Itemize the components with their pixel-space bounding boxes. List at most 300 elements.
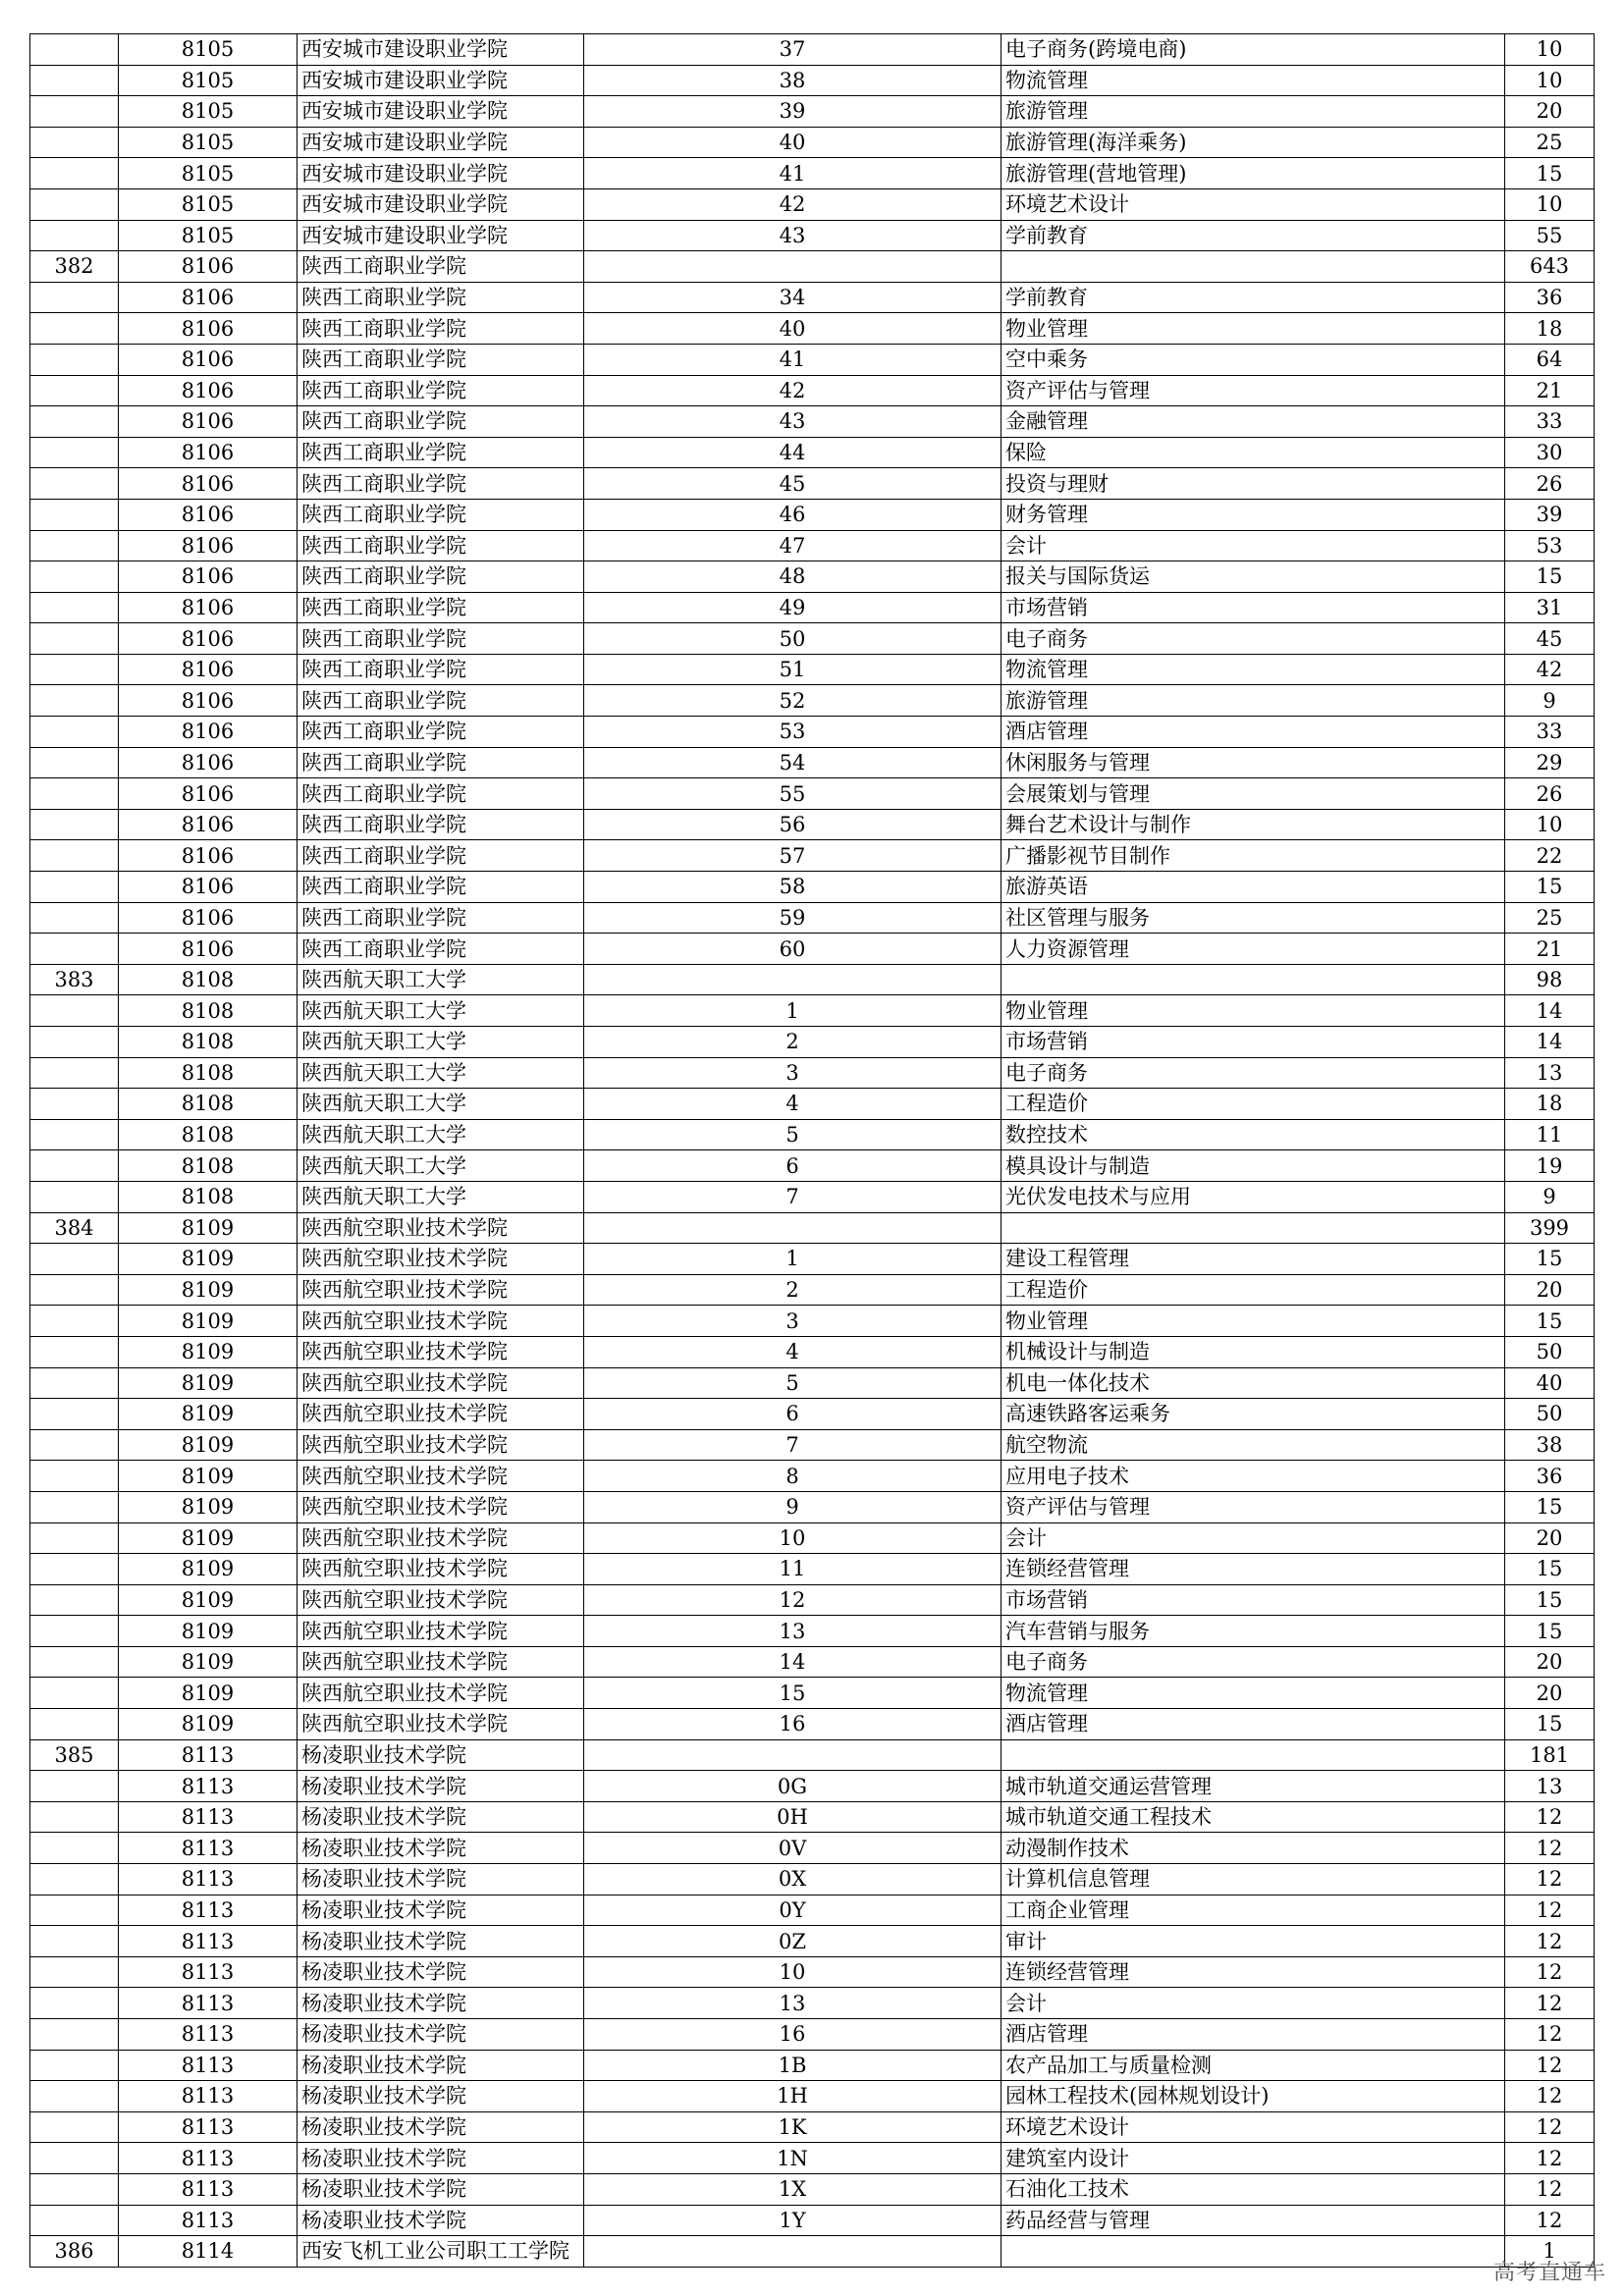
school-code-cell: 8108 [119,964,298,995]
school-name-cell: 西安城市建设职业学院 [298,158,584,189]
major-code-cell: 0Z [584,1926,1001,1957]
school-name-cell: 陕西工商职业学院 [298,561,584,593]
table-row [30,1678,1595,1709]
major-name-cell: 航空物流 [1001,1429,1505,1461]
row-seq-cell [30,1554,119,1585]
major-code-cell: 9 [584,1491,1001,1522]
school-code-cell: 8106 [119,530,298,561]
major-name-cell: 社区管理与服务 [1001,902,1505,934]
school-code-cell: 8109 [119,1709,298,1740]
major-code-cell: 2 [584,1274,1001,1306]
table-row [30,313,1595,345]
major-name-cell: 旅游管理(海洋乘务) [1001,127,1505,158]
major-name-cell: 保险 [1001,437,1505,468]
major-code-cell: 40 [584,127,1001,158]
major-name-cell: 市场营销 [1001,1584,1505,1616]
plan-count-cell: 14 [1505,1027,1595,1058]
major-code-cell: 0X [584,1864,1001,1896]
row-seq-cell [30,2173,119,2205]
school-code-cell: 8106 [119,840,298,872]
school-name-cell: 陕西工商职业学院 [298,840,584,872]
major-name-cell: 报关与国际货运 [1001,561,1505,593]
school-name-cell: 陕西工商职业学院 [298,809,584,840]
school-code-cell: 8106 [119,902,298,934]
plan-count-cell: 12 [1505,1864,1595,1896]
row-seq-cell [30,1336,119,1367]
major-name-cell: 金融管理 [1001,406,1505,438]
major-name-cell: 建筑室内设计 [1001,2143,1505,2174]
major-code-cell: 58 [584,872,1001,903]
school-name-cell: 陕西航天职工大学 [298,1089,584,1120]
school-name-cell: 陕西航空职业技术学院 [298,1678,584,1709]
plan-count-cell: 36 [1505,282,1595,313]
table-row [30,1150,1595,1182]
major-name-cell: 计算机信息管理 [1001,1864,1505,1896]
major-code-cell: 60 [584,934,1001,965]
row-seq-cell [30,1244,119,1275]
plan-count-cell: 22 [1505,840,1595,872]
row-seq-cell [30,65,119,96]
major-name-cell [1001,1739,1505,1771]
major-name-cell: 旅游管理 [1001,96,1505,128]
major-code-cell: 5 [584,1119,1001,1150]
table-row [30,809,1595,840]
school-name-cell: 杨凌职业技术学院 [298,1988,584,2019]
school-code-cell: 8106 [119,406,298,438]
school-code-cell: 8109 [119,1212,298,1244]
school-name-cell: 陕西航空职业技术学院 [298,1554,584,1585]
major-code-cell: 0V [584,1833,1001,1864]
table-row [30,375,1595,406]
row-seq-cell [30,2111,119,2143]
school-name-cell: 陕西航天职工大学 [298,1027,584,1058]
school-name-cell: 陕西工商职业学院 [298,313,584,345]
table-row [30,1522,1595,1554]
plan-count-cell: 10 [1505,65,1595,96]
plan-count-cell: 38 [1505,1429,1595,1461]
plan-count-cell: 14 [1505,995,1595,1027]
school-name-cell: 杨凌职业技术学院 [298,1833,584,1864]
school-name-cell: 杨凌职业技术学院 [298,2050,584,2081]
school-code-cell: 8109 [119,1646,298,1678]
table-row [30,406,1595,438]
table-row [30,778,1595,810]
major-code-cell: 46 [584,499,1001,530]
row-seq-cell [30,1274,119,1306]
row-seq-cell [30,778,119,810]
row-seq-cell [30,995,119,1027]
table-row [30,1306,1595,1337]
school-name-cell: 陕西航天职工大学 [298,1057,584,1089]
major-code-cell: 39 [584,96,1001,128]
school-name-cell: 杨凌职业技术学院 [298,1801,584,1833]
major-name-cell [1001,2236,1505,2268]
table-row [30,1956,1595,1988]
major-code-cell: 47 [584,530,1001,561]
plan-count-cell: 18 [1505,313,1595,345]
row-seq-cell [30,685,119,717]
school-code-cell: 8108 [119,1181,298,1212]
school-name-cell: 陕西航空职业技术学院 [298,1336,584,1367]
table-row [30,995,1595,1027]
major-name-cell: 汽车营销与服务 [1001,1616,1505,1647]
major-name-cell: 旅游管理(营地管理) [1001,158,1505,189]
table-row [30,1926,1595,1957]
major-name-cell: 建设工程管理 [1001,1244,1505,1275]
table-row [30,1461,1595,1492]
table-row [30,1833,1595,1864]
table-row [30,2081,1595,2112]
school-name-cell: 陕西工商职业学院 [298,872,584,903]
plan-count-cell: 643 [1505,251,1595,283]
row-seq-cell [30,1709,119,1740]
plan-count-cell: 20 [1505,1646,1595,1678]
major-code-cell: 43 [584,406,1001,438]
table-row [30,1616,1595,1647]
plan-count-cell: 12 [1505,1956,1595,1988]
row-seq-cell [30,282,119,313]
enrollment-plan-table [29,33,1595,2268]
plan-count-cell: 12 [1505,2205,1595,2236]
table-row [30,65,1595,96]
major-name-cell: 学前教育 [1001,220,1505,251]
row-seq-cell [30,1522,119,1554]
plan-count-cell: 15 [1505,1709,1595,1740]
table-row [30,1119,1595,1150]
major-code-cell [584,1212,1001,1244]
row-seq-cell [30,188,119,220]
plan-count-cell: 26 [1505,778,1595,810]
major-name-cell: 学前教育 [1001,282,1505,313]
school-code-cell: 8113 [119,1926,298,1957]
table-body [30,34,1595,2268]
major-name-cell: 会展策划与管理 [1001,778,1505,810]
plan-count-cell: 50 [1505,1336,1595,1367]
row-seq-cell [30,840,119,872]
major-name-cell: 连锁经营管理 [1001,1554,1505,1585]
row-seq-cell [30,96,119,128]
plan-count-cell: 13 [1505,1771,1595,1802]
plan-count-cell: 12 [1505,1833,1595,1864]
school-name-cell: 陕西工商职业学院 [298,778,584,810]
school-code-cell: 8114 [119,2236,298,2268]
major-code-cell: 13 [584,1616,1001,1647]
table-row [30,1244,1595,1275]
plan-count-cell: 15 [1505,872,1595,903]
major-code-cell: 53 [584,717,1001,748]
school-name-cell: 陕西工商职业学院 [298,654,584,685]
plan-count-cell: 20 [1505,1678,1595,1709]
plan-count-cell: 12 [1505,1895,1595,1926]
major-code-cell: 0H [584,1801,1001,1833]
major-name-cell: 石油化工技术 [1001,2173,1505,2205]
school-name-cell: 陕西航空职业技术学院 [298,1399,584,1430]
major-code-cell: 1H [584,2081,1001,2112]
major-code-cell [584,251,1001,283]
table-row [30,1739,1595,1771]
school-code-cell: 8105 [119,220,298,251]
school-code-cell: 8109 [119,1306,298,1337]
table-row [30,654,1595,685]
school-code-cell: 8108 [119,995,298,1027]
row-seq-cell [30,561,119,593]
row-seq-cell [30,1429,119,1461]
row-seq-cell [30,530,119,561]
major-code-cell: 3 [584,1057,1001,1089]
table-row [30,2050,1595,2081]
plan-count-cell: 40 [1505,1367,1595,1399]
plan-count-cell: 10 [1505,809,1595,840]
school-code-cell: 8113 [119,1895,298,1926]
school-name-cell: 陕西工商职业学院 [298,344,584,375]
table-row [30,220,1595,251]
school-code-cell: 8113 [119,1864,298,1896]
school-name-cell: 陕西航天职工大学 [298,964,584,995]
school-name-cell: 陕西工商职业学院 [298,623,584,655]
table-row [30,158,1595,189]
table-row [30,96,1595,128]
school-name-cell: 陕西航空职业技术学院 [298,1584,584,1616]
row-seq-cell [30,375,119,406]
plan-count-cell: 12 [1505,2019,1595,2051]
major-code-cell: 1Y [584,2205,1001,2236]
school-name-cell: 杨凌职业技术学院 [298,1864,584,1896]
plan-count-cell: 25 [1505,902,1595,934]
school-name-cell: 杨凌职业技术学院 [298,2143,584,2174]
table-row [30,1491,1595,1522]
school-code-cell: 8113 [119,2050,298,2081]
row-seq-cell [30,1150,119,1182]
major-name-cell: 物业管理 [1001,1306,1505,1337]
school-name-cell: 陕西航空职业技术学院 [298,1646,584,1678]
plan-count-cell: 29 [1505,747,1595,778]
major-code-cell: 1X [584,2173,1001,2205]
row-seq-cell [30,717,119,748]
row-seq-cell [30,1833,119,1864]
plan-count-cell: 12 [1505,1988,1595,2019]
school-name-cell: 陕西航空职业技术学院 [298,1274,584,1306]
major-name-cell: 审计 [1001,1926,1505,1957]
major-code-cell [584,2236,1001,2268]
major-code-cell [584,964,1001,995]
major-name-cell: 电子商务 [1001,1646,1505,1678]
table-row [30,1554,1595,1585]
major-name-cell: 农产品加工与质量检测 [1001,2050,1505,2081]
school-code-cell: 8113 [119,2019,298,2051]
major-code-cell: 40 [584,313,1001,345]
major-name-cell: 物业管理 [1001,995,1505,1027]
school-code-cell: 8108 [119,1057,298,1089]
major-name-cell: 人力资源管理 [1001,934,1505,965]
school-code-cell: 8113 [119,1988,298,2019]
school-code-cell: 8109 [119,1522,298,1554]
major-code-cell: 34 [584,282,1001,313]
school-name-cell: 杨凌职业技术学院 [298,1956,584,1988]
major-name-cell: 工程造价 [1001,1089,1505,1120]
table-row [30,717,1595,748]
school-name-cell: 西安城市建设职业学院 [298,96,584,128]
row-seq-cell [30,1119,119,1150]
watermark-text: 高考直通车 [1492,2261,1606,2285]
major-name-cell: 投资与理财 [1001,468,1505,500]
plan-count-cell: 21 [1505,934,1595,965]
major-code-cell: 0G [584,1771,1001,1802]
major-code-cell: 55 [584,778,1001,810]
major-name-cell: 工商企业管理 [1001,1895,1505,1926]
school-name-cell: 陕西工商职业学院 [298,685,584,717]
school-code-cell: 8106 [119,592,298,623]
table-row [30,2111,1595,2143]
table-row [30,964,1595,995]
school-code-cell: 8106 [119,623,298,655]
school-name-cell: 杨凌职业技术学院 [298,1895,584,1926]
school-code-cell: 8108 [119,1027,298,1058]
plan-count-cell: 18 [1505,1089,1595,1120]
major-name-cell: 市场营销 [1001,1027,1505,1058]
school-code-cell: 8109 [119,1399,298,1430]
school-name-cell: 杨凌职业技术学院 [298,1739,584,1771]
plan-count-cell: 15 [1505,1616,1595,1647]
plan-count-cell: 15 [1505,561,1595,593]
table-row [30,2019,1595,2051]
school-code-cell: 8106 [119,778,298,810]
table-row [30,685,1595,717]
row-seq-cell [30,406,119,438]
plan-count-cell: 30 [1505,437,1595,468]
major-code-cell: 5 [584,1367,1001,1399]
table-row [30,2236,1595,2268]
row-seq-cell [30,1089,119,1120]
row-seq-cell [30,592,119,623]
plan-count-cell: 11 [1505,1119,1595,1150]
school-code-cell: 8106 [119,747,298,778]
plan-count-cell: 15 [1505,1491,1595,1522]
row-seq-cell: 384 [30,1212,119,1244]
school-code-cell: 8113 [119,2205,298,2236]
row-seq-cell [30,1678,119,1709]
school-name-cell: 陕西航空职业技术学院 [298,1212,584,1244]
major-code-cell: 41 [584,344,1001,375]
plan-count-cell: 181 [1505,1739,1595,1771]
major-code-cell: 54 [584,747,1001,778]
school-code-cell: 8113 [119,1956,298,1988]
row-seq-cell [30,1801,119,1833]
table-row [30,468,1595,500]
plan-count-cell: 20 [1505,96,1595,128]
major-name-cell: 电子商务 [1001,1057,1505,1089]
school-name-cell: 陕西航空职业技术学院 [298,1616,584,1647]
school-name-cell: 陕西航天职工大学 [298,1119,584,1150]
major-code-cell: 57 [584,840,1001,872]
school-code-cell: 8106 [119,654,298,685]
school-code-cell: 8105 [119,34,298,66]
major-name-cell [1001,964,1505,995]
major-code-cell: 52 [584,685,1001,717]
major-name-cell: 光伏发电技术与应用 [1001,1181,1505,1212]
major-name-cell: 酒店管理 [1001,1709,1505,1740]
table-row [30,1864,1595,1896]
major-name-cell: 机电一体化技术 [1001,1367,1505,1399]
plan-count-cell: 50 [1505,1399,1595,1430]
major-name-cell: 旅游英语 [1001,872,1505,903]
major-name-cell: 动漫制作技术 [1001,1833,1505,1864]
plan-count-cell: 12 [1505,2173,1595,2205]
table-row [30,1027,1595,1058]
major-code-cell: 43 [584,220,1001,251]
plan-count-cell: 15 [1505,158,1595,189]
school-name-cell: 西安城市建设职业学院 [298,188,584,220]
major-code-cell: 13 [584,1988,1001,2019]
plan-count-cell: 36 [1505,1461,1595,1492]
major-name-cell: 城市轨道交通工程技术 [1001,1801,1505,1833]
major-name-cell: 广播影视节目制作 [1001,840,1505,872]
school-code-cell: 8113 [119,2111,298,2143]
row-seq-cell [30,1181,119,1212]
major-name-cell: 资产评估与管理 [1001,1491,1505,1522]
school-code-cell: 8109 [119,1244,298,1275]
major-name-cell: 药品经营与管理 [1001,2205,1505,2236]
table-row [30,1057,1595,1089]
school-name-cell: 陕西工商职业学院 [298,437,584,468]
table-row [30,561,1595,593]
school-name-cell: 杨凌职业技术学院 [298,2081,584,2112]
major-name-cell: 会计 [1001,1988,1505,2019]
school-code-cell: 8106 [119,282,298,313]
table-row [30,282,1595,313]
major-name-cell [1001,1212,1505,1244]
school-code-cell: 8106 [119,468,298,500]
major-name-cell: 高速铁路客运乘务 [1001,1399,1505,1430]
plan-count-cell: 399 [1505,1212,1595,1244]
major-name-cell: 模具设计与制造 [1001,1150,1505,1182]
row-seq-cell [30,437,119,468]
row-seq-cell: 382 [30,251,119,283]
school-name-cell: 杨凌职业技术学院 [298,1926,584,1957]
plan-count-cell: 55 [1505,220,1595,251]
school-name-cell: 陕西航空职业技术学院 [298,1709,584,1740]
plan-count-cell: 10 [1505,188,1595,220]
row-seq-cell: 383 [30,964,119,995]
major-code-cell: 48 [584,561,1001,593]
major-code-cell: 49 [584,592,1001,623]
row-seq-cell [30,2081,119,2112]
major-code-cell: 37 [584,34,1001,66]
school-code-cell: 8109 [119,1461,298,1492]
major-name-cell: 酒店管理 [1001,717,1505,748]
school-name-cell: 陕西航空职业技术学院 [298,1461,584,1492]
school-code-cell: 8106 [119,344,298,375]
plan-count-cell: 12 [1505,2143,1595,2174]
major-code-cell: 0Y [584,1895,1001,1926]
major-code-cell: 50 [584,623,1001,655]
table-row [30,1367,1595,1399]
school-name-cell: 陕西工商职业学院 [298,375,584,406]
table-row [30,1988,1595,2019]
row-seq-cell [30,1616,119,1647]
plan-count-cell: 12 [1505,2111,1595,2143]
school-code-cell: 8105 [119,188,298,220]
row-seq-cell [30,747,119,778]
table-row [30,530,1595,561]
school-name-cell: 陕西工商职业学院 [298,934,584,965]
plan-count-cell: 15 [1505,1244,1595,1275]
row-seq-cell [30,127,119,158]
school-code-cell: 8106 [119,561,298,593]
row-seq-cell [30,220,119,251]
plan-count-cell: 42 [1505,654,1595,685]
row-seq-cell [30,1306,119,1337]
major-name-cell: 资产评估与管理 [1001,375,1505,406]
